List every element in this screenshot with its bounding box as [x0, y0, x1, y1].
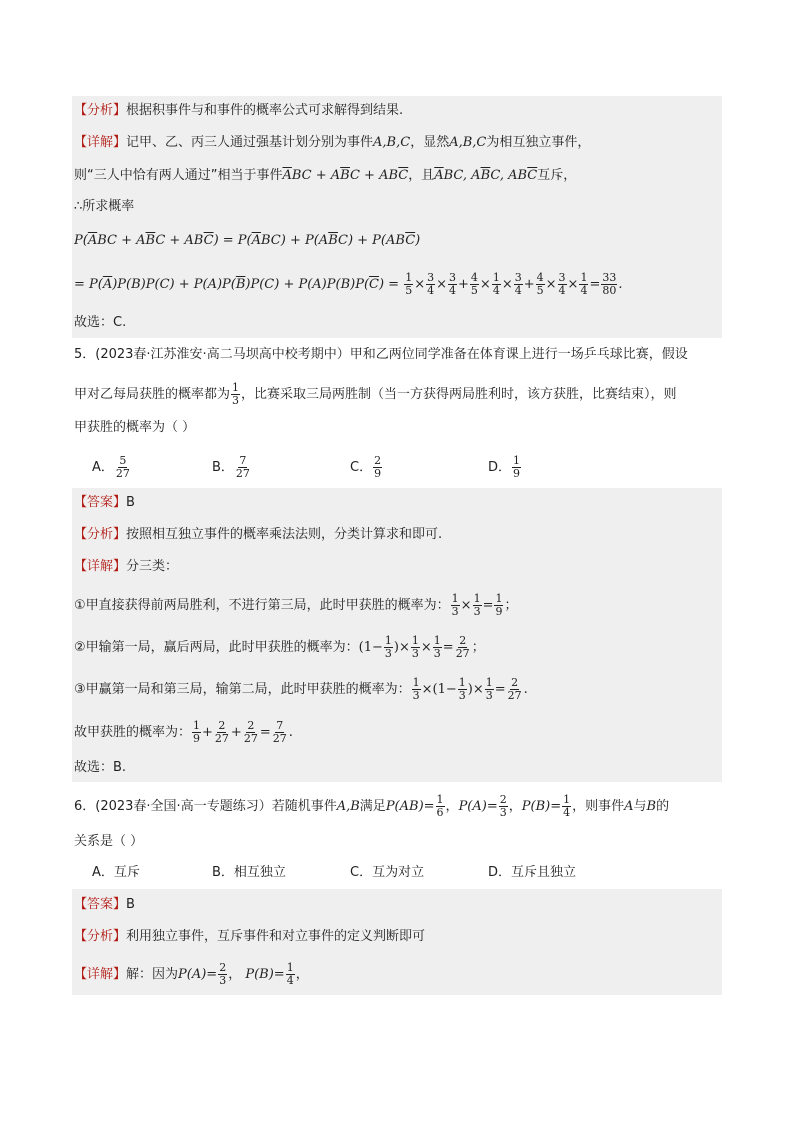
- option-a-q5[interactable]: [92, 455, 132, 480]
- case-3-line: [74, 677, 528, 702]
- question-6-line1: [74, 794, 669, 819]
- probability-formula-line2: [74, 272, 623, 297]
- question-6-line2: [74, 832, 143, 852]
- question-5-line1: [74, 345, 688, 365]
- detail-line-q6: [74, 962, 309, 987]
- event-text: 则“三人中恰有两人通过”相当于事件: [74, 168, 283, 183]
- detail-line-q4: [74, 133, 590, 153]
- option-den: 27: [115, 467, 130, 480]
- question-6-text: 若随机事件: [271, 799, 337, 814]
- case-1-line: [74, 593, 517, 618]
- case-2-math: (1− $\frac{1}{3}$ )× $\frac{1}{3}$ × $\frac{1}{3}$ = $\frac{2}{27}$ ；: [358, 634, 485, 660]
- option-text: 相互独立: [233, 865, 286, 880]
- choose-line-q4: [74, 313, 126, 333]
- detail-text: 为相互独立事件，: [486, 135, 591, 150]
- choose-tag: 故选：: [74, 760, 114, 775]
- probability-formula-line1: [74, 231, 420, 251]
- analysis-tag: 【分析】: [74, 103, 127, 118]
- total-math: $\frac{1}{9}$ + $\frac{2}{27}$ + $\frac{2}{27}$ = $\frac{7}{27}$ .: [193, 719, 293, 745]
- case-3-text: ③甲赢第一局和第三局，输第二局，此时甲获胜的概率为：: [74, 682, 411, 697]
- option-label: A．: [92, 865, 114, 880]
- answer-line-q5: [74, 493, 135, 513]
- answer-tag: 【答案】: [74, 897, 127, 912]
- detail-text: 记甲、乙、丙三人通过强基计划分别为事件: [126, 135, 374, 150]
- question-5-line2: [74, 382, 677, 407]
- answer-value: B: [126, 897, 135, 912]
- question-6-text: 满足: [359, 799, 386, 814]
- choose-tag: 故选：: [74, 315, 114, 330]
- option-a-q6[interactable]: [92, 863, 140, 883]
- question-6-text: 关系是（ ）: [74, 834, 144, 849]
- option-c-q5[interactable]: [350, 455, 383, 480]
- choose-answer: C.: [113, 315, 127, 330]
- answer-value: B: [126, 495, 135, 510]
- math-formula-2: = $P(\overline{A})P(B)P(C) + P(A)P(\overline{B})P(C) + P(A)P(B)P(\overline{C})$ = $\frac{1}{5}$ × $\frac{3}{4}$ × $\frac{3}{4}$ + $\frac{4}{5}$ × $\frac{1}{4}$ × $\frac{3}{4}$ + $\frac{4}{5}$ × $\frac{3}{4}$ × $\frac{1}{4}$ = $\frac{33}{80}$ .: [74, 271, 623, 297]
- option-text: 互为对立: [372, 865, 425, 880]
- option-num: 5: [119, 454, 127, 467]
- question-5-text: ，比赛采取三局两胜制（当一方获得两局胜利时，该方获胜，比赛结束），则: [241, 387, 677, 402]
- analysis-tag: 【分析】: [74, 929, 127, 944]
- question-5-text: 甲和乙两位同学准备在体育课上进行一场乒乓球比赛，假设: [349, 347, 688, 362]
- math-events: A,B,C: [449, 135, 487, 150]
- option-label: B．: [212, 865, 234, 880]
- option-label: A．: [92, 460, 114, 475]
- option-d-q5[interactable]: [488, 455, 522, 480]
- answer-tag: 【答案】: [74, 495, 127, 510]
- option-text: 互斥且独立: [511, 865, 577, 880]
- option-c-q6[interactable]: [350, 863, 424, 883]
- option-b-q5[interactable]: [212, 455, 252, 480]
- detail-text: 解：因为: [126, 967, 179, 982]
- question-5-source: 5．(2023春·江苏淮安·高二马坝高中校考期中）: [74, 347, 350, 362]
- question-5-text: 甲对乙每局获胜的概率都为: [74, 387, 231, 402]
- math-formula-1: $P(\overline{A}BC + A\overline{B}C + AB\overline{C}) = P(\overline{A}BC) + P(A\overline{B}C) + P(AB\overline{C})$: [74, 233, 421, 248]
- option-den: 27: [235, 467, 250, 480]
- detail-text: ，显然: [410, 135, 450, 150]
- math-event-a: A: [624, 799, 634, 814]
- detail-line-q5: [74, 557, 178, 577]
- question-6-source: 6．(2023春·全国·高一专题练习）: [74, 799, 272, 814]
- option-num: 2: [374, 454, 382, 467]
- math-detail: P(A)= $\frac{2}{3}$ ， P(B)= $\frac{1}{4}$ ，: [178, 961, 309, 987]
- detail-tag: 【详解】: [74, 559, 127, 574]
- question-5-line3: [74, 418, 195, 438]
- case-2-line: [74, 635, 485, 660]
- event-line-q4: [74, 166, 576, 186]
- math-events: A,B,C: [373, 135, 411, 150]
- math-event-list: $\overline{A}BC$, $A\overline{B}C$, $AB\overline{C}$: [434, 168, 538, 183]
- question-6-text: 与: [633, 799, 647, 814]
- event-text: 互斥，: [537, 168, 577, 183]
- case-2-text: ②甲输第一局，赢后两局，此时甲获胜的概率为：: [74, 640, 359, 655]
- answer-line-q6: [74, 895, 135, 915]
- analysis-line-q6: [74, 927, 425, 947]
- question-6-text: ，则事件: [572, 799, 625, 814]
- analysis-line-q5: [74, 525, 442, 545]
- detail-tag: 【详解】: [74, 967, 127, 982]
- option-num: 1: [513, 454, 521, 467]
- math-condition: P(AB)= $\frac{1}{6}$ ，P(A)= $\frac{2}{3}$ ，P(B)= $\frac{1}{4}$: [385, 793, 571, 819]
- analysis-line-q4: [74, 101, 403, 121]
- option-den: 9: [374, 467, 382, 480]
- choose-line-q5: [74, 758, 126, 778]
- case-1-math: $\frac{1}{3}$ × $\frac{1}{3}$ = $\frac{1}{9}$ ；: [451, 592, 518, 618]
- analysis-tag: 【分析】: [74, 527, 127, 542]
- therefore-text: ∴所求概率: [74, 199, 135, 214]
- option-label: B．: [212, 460, 234, 475]
- option-d-q6[interactable]: [488, 863, 576, 883]
- question-5-text: 甲获胜的概率为（ ）: [74, 420, 196, 435]
- total-line: [74, 720, 293, 745]
- event-text: ，且: [408, 168, 435, 183]
- analysis-text: 按照相互独立事件的概率乘法法则，分类计算求和即可.: [126, 527, 443, 542]
- analysis-text: 根据积事件与和事件的概率公式可求解得到结果.: [126, 103, 404, 118]
- case-3-math: $\frac{1}{3}$ ×(1− $\frac{1}{3}$ )× $\frac{1}{3}$ = $\frac{2}{27}$ .: [412, 676, 528, 702]
- detail-tag: 【详解】: [74, 135, 127, 150]
- case-1-text: ①甲直接获得前两局胜利，不进行第三局，此时甲获胜的概率为：: [74, 598, 450, 613]
- option-text: 互斥: [113, 865, 140, 880]
- fraction-one-third: $\frac{1}{3}$: [232, 381, 240, 407]
- option-label: C．: [350, 865, 373, 880]
- detail-text: 分三类：: [126, 559, 179, 574]
- math-event-sum: $\overline{A}BC + A\overline{B}C + AB\overline{C}$: [282, 168, 409, 183]
- analysis-text: 利用独立事件，互斥事件和对立事件的定义判断即可: [126, 929, 426, 944]
- option-label: C．: [350, 460, 373, 475]
- option-label: D．: [488, 460, 512, 475]
- math-event-b: B: [646, 799, 657, 814]
- therefore-line: [74, 197, 134, 217]
- math-events-ab: A,B: [336, 799, 360, 814]
- total-text: 故甲获胜的概率为：: [74, 725, 192, 740]
- option-den: 9: [513, 467, 521, 480]
- option-num: 7: [239, 454, 247, 467]
- option-b-q6[interactable]: [212, 863, 286, 883]
- choose-answer: B.: [113, 760, 127, 775]
- option-label: D．: [488, 865, 512, 880]
- question-6-text: 的: [656, 799, 670, 814]
